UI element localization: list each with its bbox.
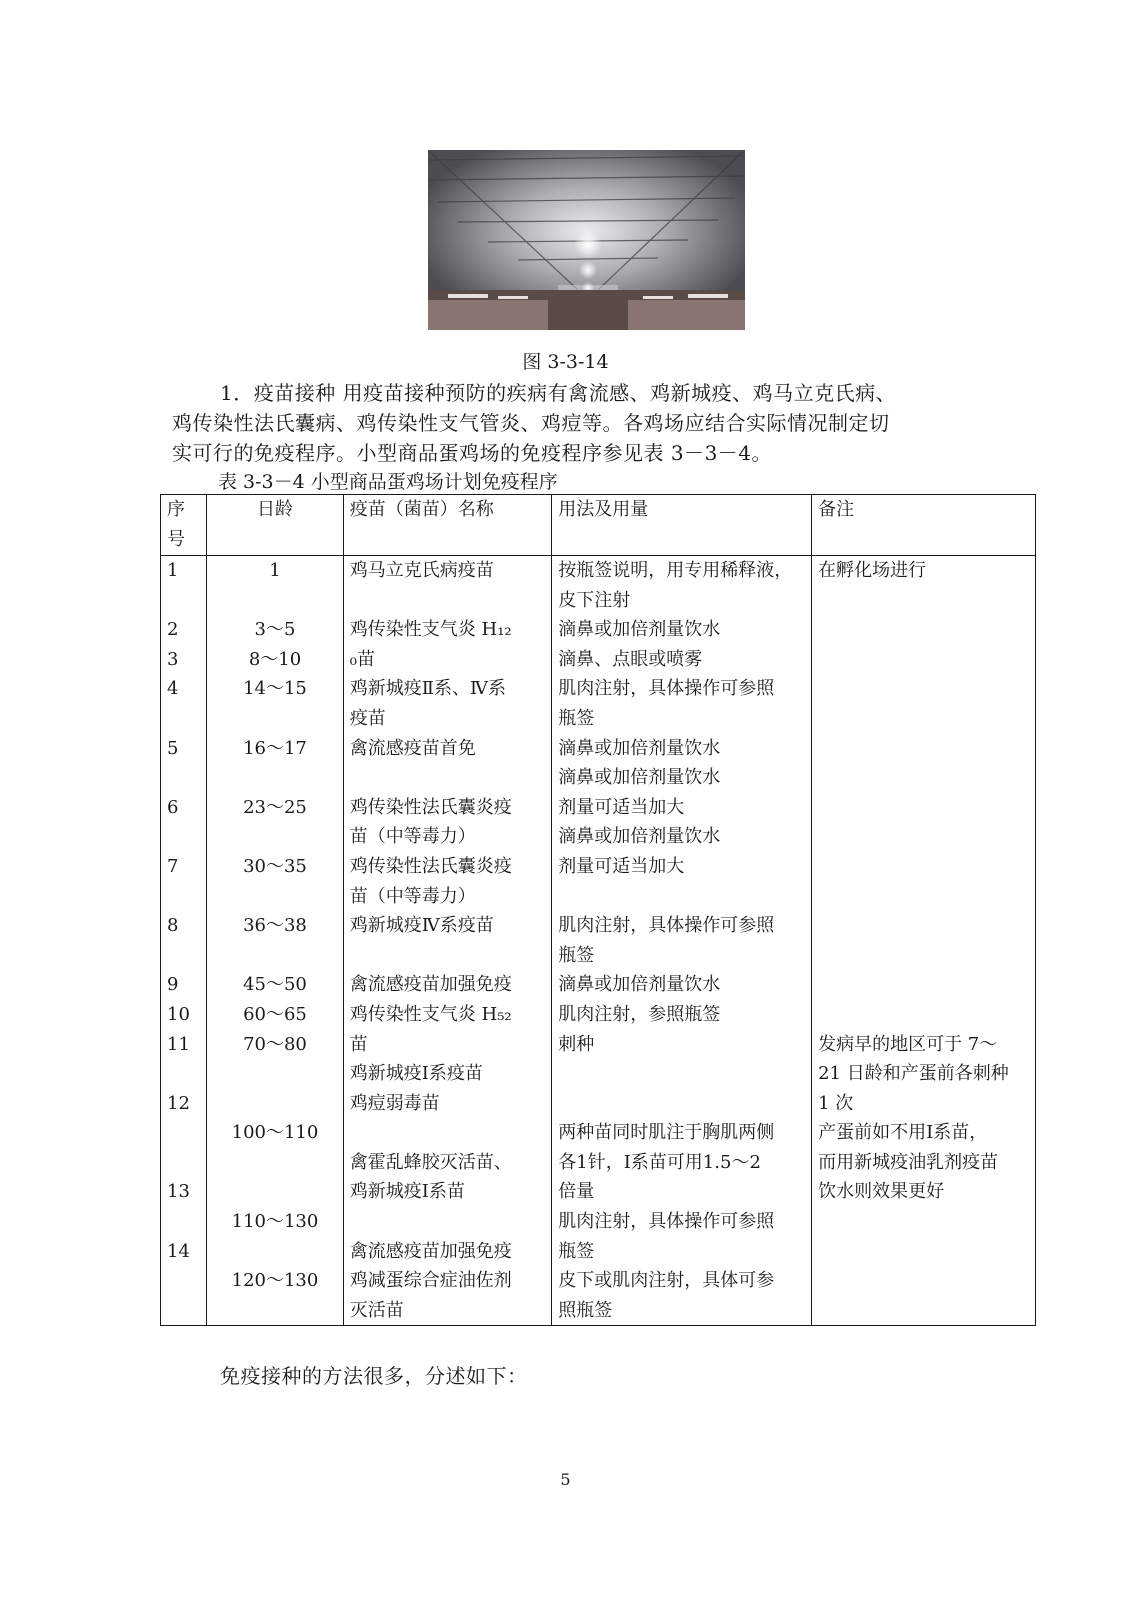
figure-caption: 图 3-3-14: [522, 351, 609, 373]
cell-line: [167, 1266, 200, 1296]
cell-line: [167, 941, 200, 971]
column-no: [161, 556, 207, 1326]
cell-line: 16～17: [243, 737, 307, 759]
column-remark: [812, 556, 1036, 1326]
cell-line: 瓶签: [558, 944, 595, 966]
cell-line: 14～15: [243, 678, 307, 700]
closing-text: 免疫接种的方法很多，分述如下：: [220, 1364, 528, 1388]
cell-line: 13: [167, 1181, 190, 1203]
column-usage: [552, 556, 812, 1326]
cell-line: 肌肉注射，具体操作可参照: [558, 678, 775, 700]
cell-line: 鸡新城疫Ⅱ系、Ⅳ系: [349, 678, 506, 700]
cell-line: 鸡新城疫Ⅳ系疫苗: [349, 915, 494, 937]
cell-line: [818, 793, 1029, 823]
cell-line: [818, 586, 1029, 616]
cell-line: [213, 763, 337, 793]
cell-line: 鸡传染性支气炎 H₅₂: [349, 1003, 512, 1025]
cell-line: [213, 586, 337, 616]
cell-line: 8: [167, 915, 179, 937]
cell-line: 皮下或肌肉注射，具体可参: [558, 1270, 775, 1292]
cell-line: [167, 1148, 200, 1178]
cell-line: 肌肉注射，参照瓶签: [558, 1003, 721, 1025]
cell-line: 发病早的地区可于 7～: [818, 1033, 998, 1055]
cell-line: [350, 941, 545, 971]
cell-line: [818, 822, 1029, 852]
cell-line: 30～35: [243, 855, 307, 877]
cell-line: [818, 882, 1029, 912]
cell-line: 苗: [349, 1033, 368, 1055]
cell-line: [818, 1207, 1029, 1237]
cell-line: 36～38: [243, 915, 307, 937]
immunization-schedule-table: [160, 494, 1036, 1326]
cell-line: [167, 704, 200, 734]
cell-line: [818, 852, 1029, 882]
cell-line: 2: [167, 619, 179, 641]
cell-line: 倍量: [558, 1181, 595, 1203]
cell-line: [213, 1177, 337, 1207]
cell-line: 鸡传染性法氏囊炎疫: [349, 855, 512, 877]
cell-line: [818, 645, 1029, 675]
cell-line: 11: [167, 1033, 190, 1055]
cell-line: [818, 911, 1029, 941]
cell-line: [213, 1296, 337, 1326]
cell-line: 滴鼻或加倍剂量饮水: [558, 737, 721, 759]
cell-line: 疫苗: [349, 707, 386, 729]
cell-line: [818, 704, 1029, 734]
cell-line: [558, 1059, 805, 1089]
cell-line: [818, 615, 1029, 645]
cell-line: 3: [167, 648, 179, 670]
cell-line: 7: [167, 855, 179, 877]
table-header-row: [161, 495, 1036, 556]
cell-line: [167, 586, 200, 616]
cell-line: [818, 1000, 1029, 1030]
cell-line: 禽流感疫苗首免: [349, 737, 476, 759]
cell-line: 110～130: [231, 1211, 319, 1233]
cell-line: 鸡痘弱毒苗: [349, 1092, 440, 1114]
cell-line: 皮下注射: [558, 589, 631, 611]
cell-line: 120～130: [231, 1270, 319, 1292]
cell-line: 3～5: [254, 619, 296, 641]
cell-line: [167, 1059, 200, 1089]
header-no: 序 号: [161, 495, 207, 556]
cell-line: 按瓶签说明，用专用稀释液，: [558, 560, 793, 581]
cell-line: 剂量可适当加大: [558, 796, 685, 818]
cell-line: 照瓶签: [558, 1299, 613, 1321]
cell-line: 9: [167, 974, 179, 996]
cell-line: 60～65: [243, 1003, 307, 1025]
cell-line: [818, 1296, 1029, 1326]
cell-line: 滴鼻或加倍剂量饮水: [558, 826, 721, 848]
cell-line: 1 次: [818, 1092, 854, 1114]
header-age: 日龄: [207, 495, 344, 556]
cell-line: 瓶签: [558, 1240, 595, 1262]
cell-line: [818, 1266, 1029, 1296]
cell-line: [213, 882, 337, 912]
cell-line: 5: [167, 737, 179, 759]
cell-line: [213, 704, 337, 734]
cell-line: [818, 763, 1029, 793]
cell-line: [350, 586, 545, 616]
cell-line: 产蛋前如不用Ⅰ系苗，: [818, 1122, 988, 1144]
cell-line: 在孵化场进行: [818, 560, 927, 581]
cell-line: [818, 674, 1029, 704]
cell-line: 23～25: [243, 796, 307, 818]
cell-line: 禽霍乱蜂胶灭活苗、: [349, 1151, 512, 1173]
cell-line: 饮水则效果更好: [818, 1181, 945, 1203]
cell-line: 12: [167, 1092, 190, 1114]
poultry-house-image: [428, 150, 745, 330]
cell-line: [350, 1118, 545, 1148]
cell-line: 鸡传染性法氏囊炎疫: [349, 796, 512, 818]
cell-line: 14: [167, 1240, 190, 1262]
cell-line: [818, 941, 1029, 971]
cell-line: 鸡传染性支气炎 H₁₂: [349, 619, 512, 641]
cell-line: 6: [167, 796, 179, 818]
cell-line: [167, 763, 200, 793]
cell-line: [350, 763, 545, 793]
table-title: 表 3-3－4 小型商品蛋鸡场计划免疫程序: [218, 471, 558, 493]
cell-line: 两种苗同时肌注于胸肌两侧: [558, 1122, 775, 1144]
header-usage: 用法及用量: [552, 495, 812, 556]
cell-line: 滴鼻或加倍剂量饮水: [558, 619, 721, 641]
cell-line: 100～110: [231, 1122, 319, 1144]
page-number: 5: [560, 1470, 571, 1489]
cell-line: 10: [167, 1003, 190, 1025]
paragraph-line: 实可行的免疫程序。小型商品蛋鸡场的免疫程序参见表 3－3－4。: [172, 441, 773, 465]
cell-line: [167, 822, 200, 852]
cell-line: [818, 970, 1029, 1000]
cell-line: [350, 1207, 545, 1237]
cell-line: 滴鼻或加倍剂量饮水: [558, 974, 721, 996]
cell-line: [167, 1207, 200, 1237]
cell-line: [558, 882, 805, 912]
cell-line: [818, 734, 1029, 764]
cell-line: 鸡新城疫Ⅰ系疫苗: [349, 1063, 483, 1085]
column-vaccine: [343, 556, 551, 1326]
cell-line: 肌肉注射，具体操作可参照: [558, 1211, 775, 1233]
cell-line: 8～10: [248, 648, 302, 670]
cell-line: [213, 941, 337, 971]
table-body-row: [161, 556, 1036, 1326]
cell-line: 苗（中等毒力）: [349, 885, 476, 907]
paragraph-line: 1．疫苗接种 用疫苗接种预防的疾病有禽流感、鸡新城疫、鸡马立克氏病、: [220, 381, 897, 405]
cell-line: 45～50: [243, 974, 307, 996]
cell-line: 剂量可适当加大: [558, 855, 685, 877]
cell-line: 灭活苗: [349, 1299, 404, 1321]
cell-line: 鸡减蛋综合症油佐剂: [349, 1270, 512, 1292]
cell-line: 1: [269, 560, 281, 581]
cell-line: 鸡马立克氏病疫苗: [349, 560, 494, 581]
intro-paragraph: [172, 378, 992, 468]
cell-line: ₀苗: [349, 648, 375, 670]
poultry-house-photo: [428, 150, 745, 330]
cell-line: 苗（中等毒力）: [349, 826, 476, 848]
cell-line: 70～80: [243, 1033, 307, 1055]
cell-line: 各1针，Ⅰ系苗可用1.5～2: [558, 1151, 761, 1173]
cell-line: 禽流感疫苗加强免疫: [349, 1240, 512, 1262]
cell-line: [213, 1237, 337, 1267]
header-vaccine: 疫苗（菌苗）名称: [343, 495, 551, 556]
cell-line: [558, 1089, 805, 1119]
cell-line: 滴鼻、点眼或喷雾: [558, 648, 703, 670]
cell-line: 滴鼻或加倍剂量饮水: [558, 767, 721, 789]
header-remark: 备注: [812, 495, 1036, 556]
cell-line: 而用新城疫油乳剂疫苗: [818, 1151, 999, 1173]
cell-line: 4: [167, 678, 179, 700]
cell-line: 刺种: [558, 1033, 595, 1055]
paragraph-line: 鸡传染性法氏囊病、鸡传染性支气管炎、鸡痘等。各鸡场应结合实际情况制定切: [172, 411, 890, 435]
cell-line: [213, 1148, 337, 1178]
cell-line: [213, 1089, 337, 1119]
cell-line: 瓶签: [558, 707, 595, 729]
column-age: [207, 556, 344, 1326]
cell-line: 禽流感疫苗加强免疫: [349, 974, 512, 996]
cell-line: [167, 882, 200, 912]
cell-line: 鸡新城疫Ⅰ系苗: [349, 1181, 465, 1203]
cell-line: [818, 1237, 1029, 1267]
cell-line: [167, 1118, 200, 1148]
cell-line: [167, 1296, 200, 1326]
cell-line: 1: [167, 560, 179, 581]
cell-line: [213, 822, 337, 852]
cell-line: 肌肉注射，具体操作可参照: [558, 915, 775, 937]
cell-line: [213, 1059, 337, 1089]
cell-line: 21 日龄和产蛋前各刺种: [818, 1063, 1009, 1085]
